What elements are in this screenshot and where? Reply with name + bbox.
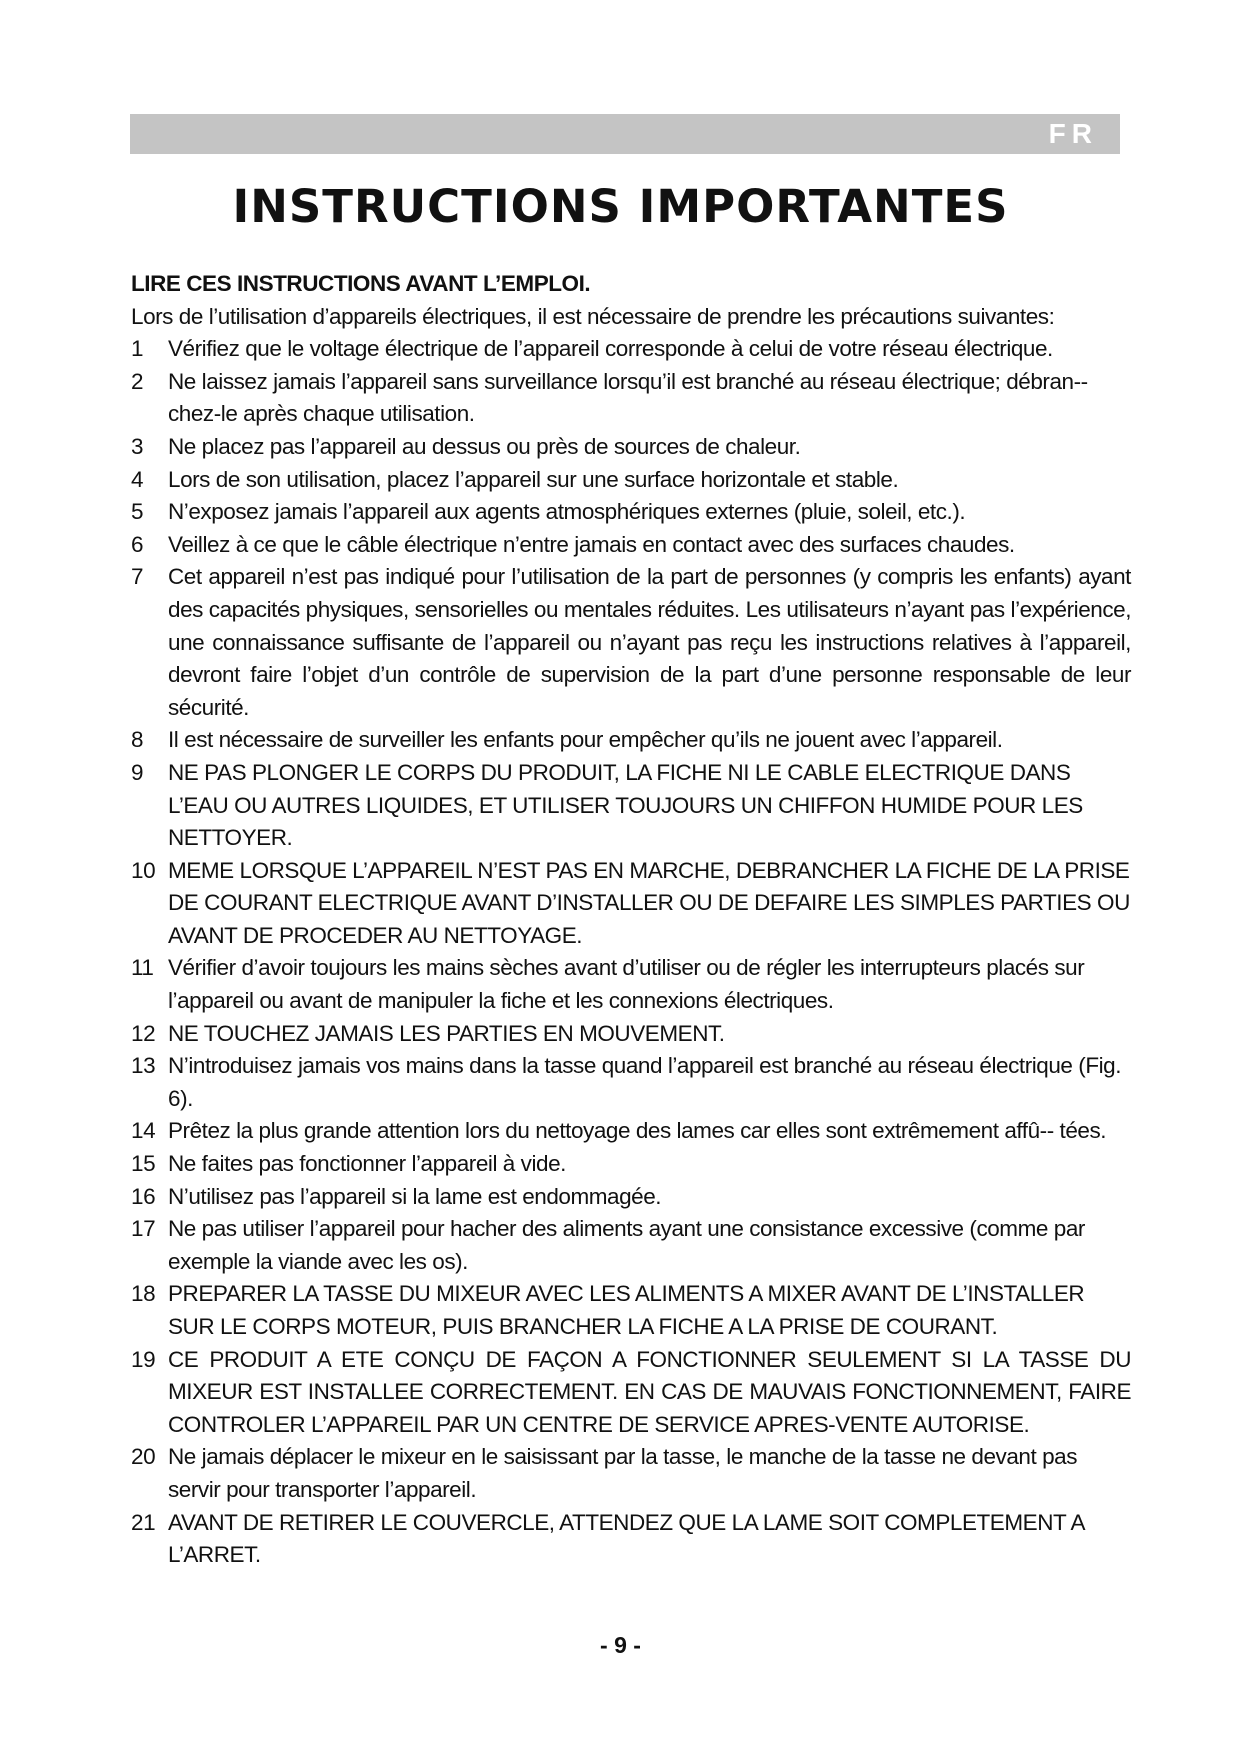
item-number: 5 xyxy=(131,499,144,525)
item-text: Lors de son utilisation, placez l’appareil sur une surface horizontale et stable. xyxy=(168,466,899,492)
list-item xyxy=(131,1344,1131,1442)
item-number: 16 xyxy=(131,1183,156,1209)
item-text: Ne laissez jamais l’appareil sans surveillance lorsqu’il est branché au réseau électrique; débran-- chez-le après chaque utilisation. xyxy=(168,368,1088,427)
item-text: Ne placez pas l’appareil au dessus ou près de sources de chaleur. xyxy=(168,433,801,459)
list-item xyxy=(131,496,1131,529)
item-text: MEME LORSQUE L’APPAREIL N’EST PAS EN MARCHE, DEBRANCHER LA FICHE DE LA PRISE DE COURANT ELECTRIQUE AVANT D’INSTALLER OU DE DEFAIRE LES SIMPLES PARTIES OU AVANT DE PROCEDER AU NETTOYAGE. xyxy=(168,857,1130,948)
item-text: N’utilisez pas l’appareil si la lame est endommagée. xyxy=(168,1183,662,1209)
list-item xyxy=(131,431,1131,464)
list-item xyxy=(131,1018,1131,1051)
item-number: 17 xyxy=(131,1216,156,1242)
item-number: 15 xyxy=(131,1151,156,1177)
instructions-content xyxy=(131,268,1131,1572)
item-number: 4 xyxy=(131,466,144,492)
item-text: Ne pas utiliser l’appareil pour hacher des aliments ayant une consistance excessive (comme par exemple la viande avec les os). xyxy=(168,1216,1085,1274)
list-item xyxy=(131,1148,1131,1181)
page-title: INSTRUCTIONS IMPORTANTES xyxy=(232,180,1009,233)
list-item xyxy=(131,1441,1131,1506)
list-item xyxy=(131,952,1131,1017)
item-number: 3 xyxy=(131,433,144,459)
item-number: 21 xyxy=(131,1509,156,1535)
item-number: 20 xyxy=(131,1444,156,1470)
section-subtitle: LIRE CES INSTRUCTIONS AVANT L’EMPLOI. xyxy=(131,271,591,296)
item-text: Ne jamais déplacer le mixeur en le saisissant par la tasse, le manche de la tasse ne devant pas servir pour transporter l’appareil. xyxy=(168,1444,1078,1502)
list-item xyxy=(131,1213,1131,1278)
item-text: NE TOUCHEZ JAMAIS LES PARTIES EN MOUVEMENT. xyxy=(168,1020,725,1046)
list-item xyxy=(131,757,1131,855)
list-item xyxy=(131,1507,1131,1572)
list-item xyxy=(131,1278,1131,1343)
list-item xyxy=(131,1050,1131,1115)
item-text: CE PRODUIT A ETE CONÇU DE FAÇON A FONCTIONNER SEULEMENT SI LA TASSE DU MIXEUR EST INSTALLEE CORRECTEMENT. EN CAS DE MAUVAIS FONCTIONNEMENT, FAIRE CONTROLER L’APPAREIL PAR UN CENTRE DE SERVICE APRES-VENTE AUTORISE. xyxy=(168,1346,1131,1437)
item-number: 11 xyxy=(131,955,154,981)
item-number: 18 xyxy=(131,1281,156,1307)
item-text: AVANT DE RETIRER LE COUVERCLE, ATTENDEZ QUE LA LAME SOIT COMPLETEMENT A L’ARRET. xyxy=(168,1509,1084,1568)
item-number: 6 xyxy=(131,531,144,557)
item-text: Prêtez la plus grande attention lors du nettoyage des lames car elles sont extrêmement affû-- tées. xyxy=(168,1118,1107,1144)
item-text: Veillez à ce que le câble électrique n’entre jamais en contact avec des surfaces chaudes. xyxy=(168,531,1015,557)
item-number: 8 xyxy=(131,727,144,753)
language-header-bar xyxy=(130,114,1120,154)
list-item xyxy=(131,1115,1131,1148)
list-item xyxy=(131,464,1131,497)
list-item xyxy=(131,366,1131,431)
language-code: FR xyxy=(1048,118,1098,149)
item-text: Vérifier d’avoir toujours les mains sèches avant d’utiliser ou de régler les interrupteurs placés sur l’appareil ou avant de manipuler la fiche et les connexions électriques. xyxy=(168,955,1085,1014)
item-number: 10 xyxy=(131,857,156,883)
list-item xyxy=(131,529,1131,562)
item-number: 12 xyxy=(131,1020,156,1046)
item-text: Ne faites pas fonctionner l’appareil à vide. xyxy=(168,1151,566,1177)
list-item xyxy=(131,1181,1131,1214)
item-number: 7 xyxy=(131,564,144,590)
item-text: N’introduisez jamais vos mains dans la tasse quand l’appareil est branché au réseau électrique (Fig. 6). xyxy=(168,1053,1122,1111)
item-text: N’exposez jamais l’appareil aux agents atmosphériques externes (pluie, soleil, etc.). xyxy=(168,499,966,525)
item-number: 1 xyxy=(131,336,144,362)
item-text: Vérifiez que le voltage électrique de l’appareil corresponde à celui de votre réseau électrique. xyxy=(168,336,1053,362)
list-item xyxy=(131,333,1131,366)
item-number: 19 xyxy=(131,1346,156,1372)
list-item xyxy=(131,561,1131,724)
item-number: 14 xyxy=(131,1118,156,1144)
item-number: 2 xyxy=(131,368,144,394)
item-text: Il est nécessaire de surveiller les enfants pour empêcher qu’ils ne jouent avec l’appareil. xyxy=(168,727,1003,753)
list-item xyxy=(131,855,1131,953)
item-text: NE PAS PLONGER LE CORPS DU PRODUIT, LA FICHE NI LE CABLE ELECTRIQUE DANS L’EAU OU AUTRES LIQUIDES, ET UTILISER TOUJOURS UN CHIFFON HUMIDE POUR LES NETTOYER. xyxy=(168,759,1083,851)
list-item xyxy=(131,724,1131,757)
item-number: 9 xyxy=(131,759,144,785)
item-number: 13 xyxy=(131,1053,156,1079)
intro-paragraph: Lors de l’utilisation d’appareils électriques, il est nécessaire de prendre les précautions suivantes: xyxy=(131,303,1055,329)
page-number: - 9 - xyxy=(600,1632,641,1658)
item-text: Cet appareil n’est pas indiqué pour l’utilisation de la part de personnes (y compris les enfants) ayant des capacités physiques, sensorielles ou mentales réduites. Les utilisateurs n’ayant pas l’expérience, une connaissance suffisante de l’appareil ou n’ayant pas reçu les instructions relatives à l’appareil, devront faire l’objet d’un contrôle de supervision de la part d’une personne responsable de leur sécurité. xyxy=(168,564,1131,720)
item-text: PREPARER LA TASSE DU MIXEUR AVEC LES ALIMENTS A MIXER AVANT DE L’INSTALLER SUR LE CORPS MOTEUR, PUIS BRANCHER LA FICHE A LA PRISE DE COURANT. xyxy=(168,1281,1085,1339)
